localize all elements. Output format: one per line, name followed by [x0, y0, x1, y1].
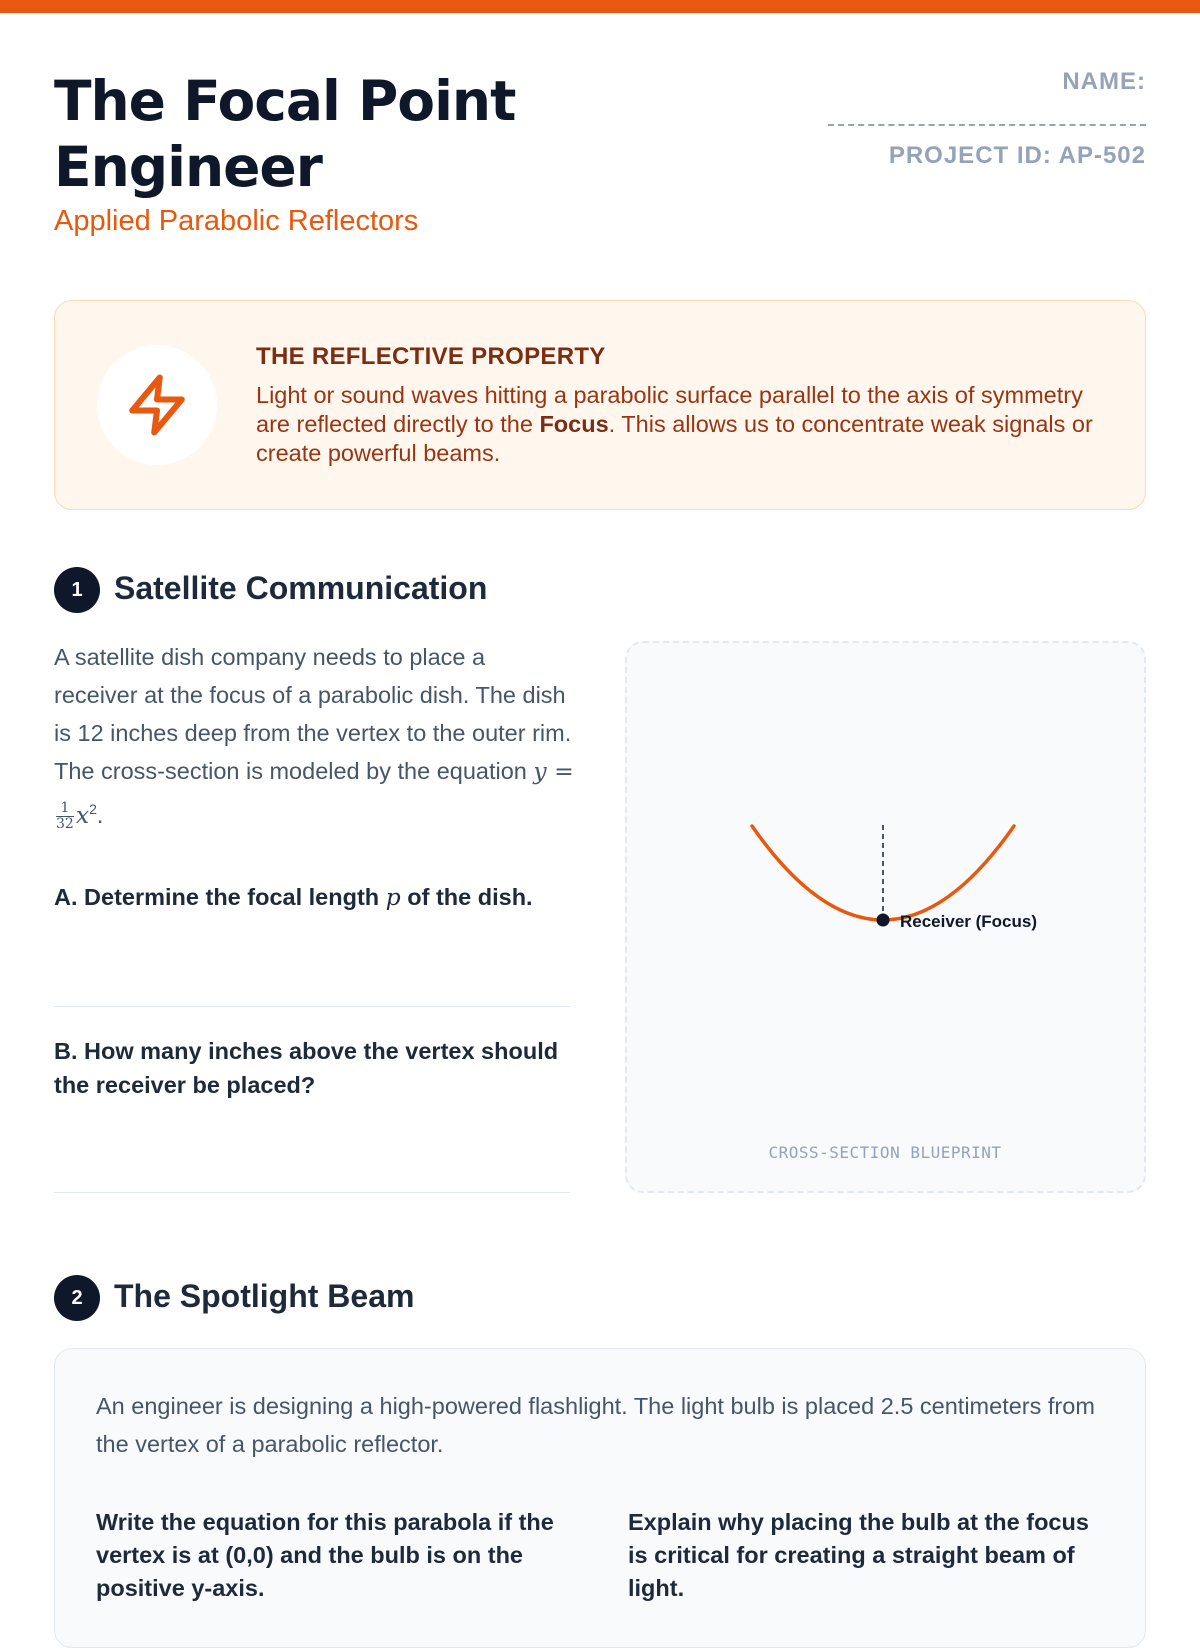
- callout-text: Light or sound waves hitting a parabolic surface parallel to the axis of symmetry are reflected directly to the Focus. This allows us to concentrate weak signals or create powerful beams.: [256, 382, 1093, 466]
- name-label: NAME:: [1062, 68, 1146, 95]
- equation-lhs: y =: [533, 757, 574, 785]
- diagram-caption: CROSS-SECTION BLUEPRINT: [768, 1143, 1002, 1162]
- spotlight-question-explain: Explain why placing the bulb at the focus is critical for creating a straight beam of light.: [628, 1509, 1089, 1601]
- page-subtitle: Applied Parabolic Reflectors: [54, 205, 419, 237]
- satellite-problem-text: A satellite dish company needs to place a receiver at the focus of a parabolic dish. The dish is 12 inches deep from the vertex to the outer rim. The cross-section is modeled by the equation y = $\frac{1}{32}$ $x^2$.: [54, 644, 574, 833]
- question-a: A. Determine the focal length p of the dish.: [54, 883, 533, 911]
- section-title-satellite: Satellite Communication: [114, 570, 488, 606]
- spotlight-question-equation: Write the equation for this parabola if the vertex is at (0,0) and the bulb is on the positive y-axis.: [96, 1509, 554, 1601]
- callout-icon-badge: [97, 345, 217, 465]
- section-number-2: 2: [54, 1275, 100, 1321]
- spotlight-problem-text: An engineer is designing a high-powered flashlight. The light bulb is placed 2.5 centimeters from the vertex of a parabolic reflector.: [96, 1393, 1095, 1457]
- answer-line-b[interactable]: [54, 1192, 570, 1193]
- page-title: The Focal Point Engineer: [54, 69, 516, 199]
- name-blank-line[interactable]: [828, 124, 1146, 126]
- lightning-icon: [124, 372, 190, 438]
- focus-term: Focus: [539, 411, 609, 437]
- project-id: PROJECT ID: AP-502: [888, 142, 1146, 169]
- reflective-property-callout: [54, 300, 1146, 510]
- question-b: B. How many inches above the vertex should the receiver be placed?: [54, 1038, 559, 1098]
- section-title-spotlight: The Spotlight Beam: [114, 1278, 415, 1314]
- answer-line-a[interactable]: [54, 1006, 570, 1007]
- focus-label: Receiver (Focus): [900, 912, 1037, 931]
- top-accent-bar: [0, 0, 1200, 13]
- focus-point: [877, 914, 890, 927]
- spotlight-problem-card: [54, 1348, 1146, 1648]
- cross-section-diagram: [625, 641, 1146, 1193]
- section-number-1: 1: [54, 567, 100, 613]
- callout-title: THE REFLECTIVE PROPERTY: [256, 343, 606, 370]
- equation-fraction: $\frac{1}{32}$: [56, 800, 74, 833]
